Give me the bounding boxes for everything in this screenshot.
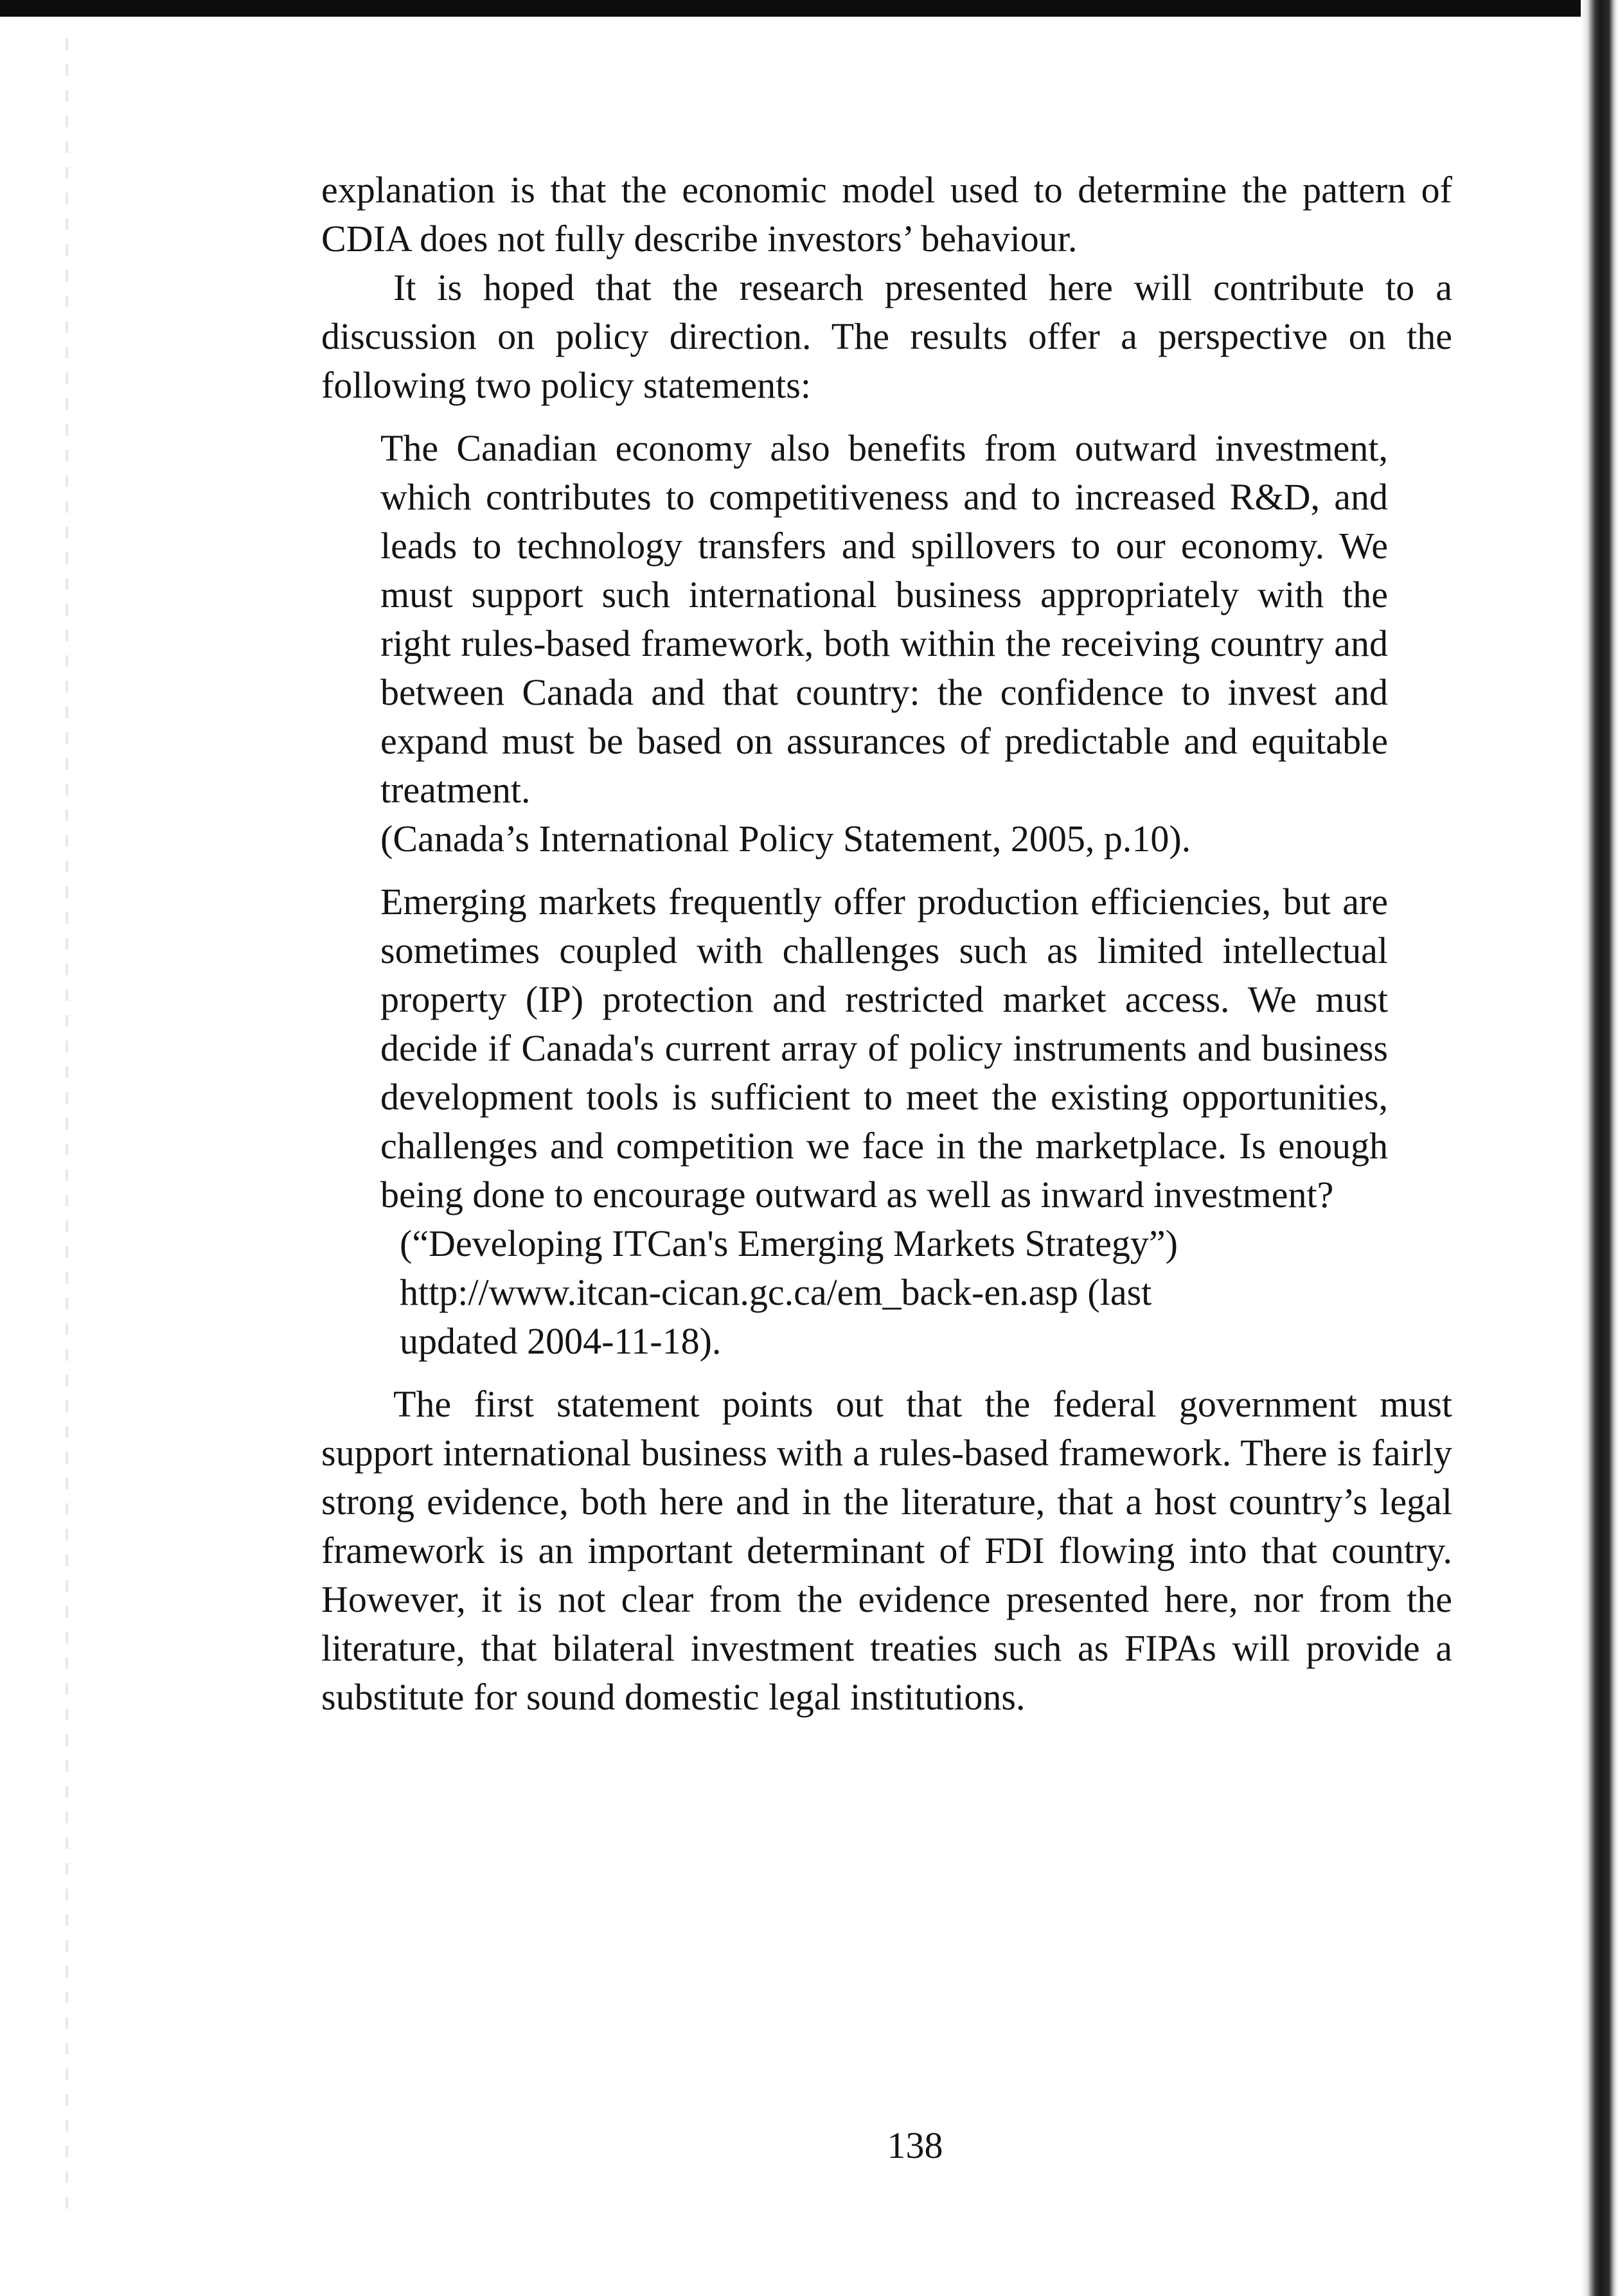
page-number: 138 [887, 2124, 943, 2166]
scan-book-spine [1581, 0, 1618, 2296]
page-body [321, 166, 1452, 1722]
quote-2-citation-title: (“Developing ITCan's Emerging Markets Strategy”) [400, 1223, 1178, 1264]
quote-2-text: Emerging markets frequently offer production efficiencies, but are sometimes coupled with challenges such as limited intellectual property (IP) protection and restricted market access. We must decide if Canada's current array of policy instruments and business development tools is sufficient to meet the existing opportunities, challenges and competition we face in the marketplace. Is enough being done to encourage outward as well as inward investment? [380, 881, 1388, 1215]
quote-1-text: The Canadian economy also benefits from outward investment, which contributes to competitiveness and to increased R&D, and leads to technology transfers and spillovers to our economy. We must support such international business appropriately with the right rules-based framework, both within the receiving country and between Canada and that country: the confidence to invest and expand must be based on assurances of predictable and equitable treatment. [380, 427, 1388, 811]
quote-1-citation: (Canada’s International Policy Statement, 2005, p.10). [380, 818, 1191, 860]
scan-left-edge [66, 39, 68, 2223]
paragraph-continued: explanation is that the economic model used to determine the pattern of CDIA does not fully describe investors’ behaviour. [321, 169, 1452, 260]
quote-2-citation-url: http://www.itcan-cican.gc.ca/em_back-en.asp (last [400, 1271, 1152, 1313]
scan-top-edge [0, 0, 1618, 17]
paragraph-discussion: The first statement points out that the federal government must support international business with a rules-based framework. There is fairly strong evidence, both here and in the literature, that a host country’s legal framework is an important determinant of FDI flowing into that country. However, it is not clear from the evidence presented here, nor from the literature, that bilateral investment treaties such as FIPAs will provide a substitute for sound domestic legal institutions. [321, 1383, 1452, 1718]
paragraph-intro: It is hoped that the research presented here will contribute to a discussion on policy direction. The results offer a perspective on the following two policy statements: [321, 267, 1452, 406]
quote-2-citation-date: updated 2004-11-18). [400, 1320, 722, 1362]
block-quote-1 [380, 424, 1388, 863]
block-quote-2 [380, 878, 1388, 1366]
